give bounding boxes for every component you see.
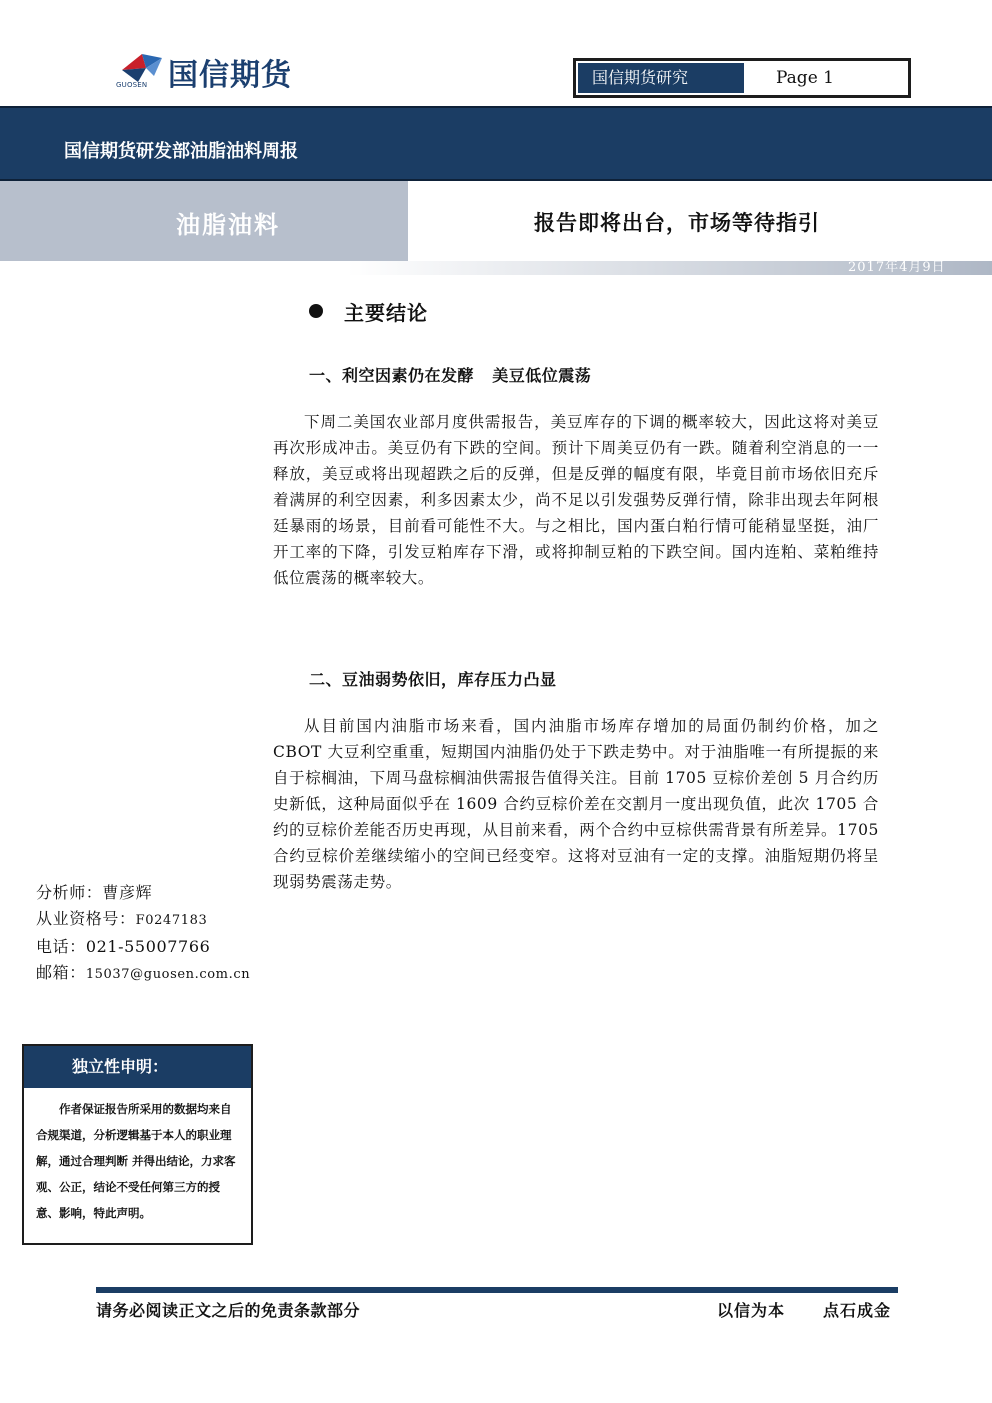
phone-label: 电话： (36, 937, 86, 956)
header-band (0, 106, 992, 181)
category-label: 油脂油料 (176, 210, 280, 239)
section-1-title: 一、利空因素仍在发酵 美豆低位震荡 (309, 366, 592, 385)
main-conclusions-heading: 主要结论 (344, 301, 428, 325)
independence-statement-box (22, 1044, 253, 1245)
report-date: 2017年4月9日 (848, 260, 946, 275)
footer-slogan-2: 点石成金 (823, 1301, 892, 1320)
section-2-title: 二、豆油弱势依旧，库存压力凸显 (309, 670, 557, 689)
phone-number: 021-55007766 (85, 937, 211, 956)
analyst-name-label: 分析师： (36, 883, 103, 902)
date-strip (0, 261, 992, 275)
page-indicator-box (573, 58, 911, 98)
analyst-info (36, 880, 250, 988)
section-1-body: 下周二美国农业部月度供需报告，美豆库存的下调的概率较大，因此这将对美豆再次形成冲击。美豆仍有下跌的空间。预计下周美豆仍有一跌。随着利空消息的一一释放，美豆或将出现超跌之后的反弹，但是反弹的幅度有限，毕竟目前市场依旧充斥着满屏的利空因素，利多因素太少，尚不足以引发强势反弹行情，除非出现去年阿根廷暴雨的场景，目前看可能性不大。与之相比，国内蛋白粕行情可能稍显坚挺，油厂开工率的下降，引发豆粕库存下滑，或将抑制豆粕的下跌空间。国内连粕、菜粕维持低位震荡的概率较大。 (273, 413, 879, 587)
footer-slogan-1: 以信为本 (717, 1301, 786, 1320)
phone-row (36, 934, 250, 960)
bullet-icon (309, 304, 323, 318)
research-label: 国信期货研究 (578, 63, 744, 93)
category-panel (0, 181, 408, 261)
independence-statement-text: 作者保证报告所采用的数据均来自合规渠道，分析逻辑基于本人的职业理解，通过合理判断 并得出结论，力求客观、公正，结论不受任何第三方的授意、影响，特此声明。 (36, 1102, 236, 1220)
footer-rule (96, 1287, 898, 1293)
report-title: 报告即将出台，市场等待指引 (534, 210, 820, 235)
independence-statement-title: 独立性申明： (24, 1046, 251, 1088)
weekly-report-title: 国信期货研发部油脂油料周报 (64, 141, 298, 162)
logo-name: 国信期货 (168, 58, 292, 93)
analyst-name-row (36, 880, 250, 906)
email-address: 15037@guosen.com.cn (85, 967, 251, 982)
email-row (36, 960, 250, 988)
email-label: 邮箱： (36, 963, 86, 982)
logo-subtitle: GUOSEN (116, 81, 148, 89)
license-row (36, 906, 250, 934)
footer-disclaimer-note: 请务必阅读正文之后的免责条款部分 (96, 1301, 361, 1320)
license-label: 从业资格号： (36, 909, 136, 928)
page-number: Page 1 (776, 68, 834, 88)
analyst-name: 曹彦辉 (102, 883, 153, 902)
section-2-body: 从目前国内油脂市场来看，国内油脂市场库存增加的局面仍制约价格，加之CBOT 大豆利空重重，短期国内油脂仍处于下跌走势中。对于油脂唯一有所提振的来自于棕榈油，下周马盘棕榈油供需报告值得关注。目前 1705 豆棕价差创 5 月合约历史新低，这种局面似乎在 1609 合约豆棕价差在交割月一度出现负值，此次 1705 合约的豆棕价差能否历史再现，从目前来看，两个合约中豆棕供需背景有所差异。1705 合约豆棕价差继续缩小的空间已经变窄。这将对豆油有一定的支撑。油脂短期仍将呈现弱势震荡走势。 (273, 717, 879, 891)
license-number: F0247183 (135, 913, 208, 928)
company-logo (116, 48, 356, 94)
